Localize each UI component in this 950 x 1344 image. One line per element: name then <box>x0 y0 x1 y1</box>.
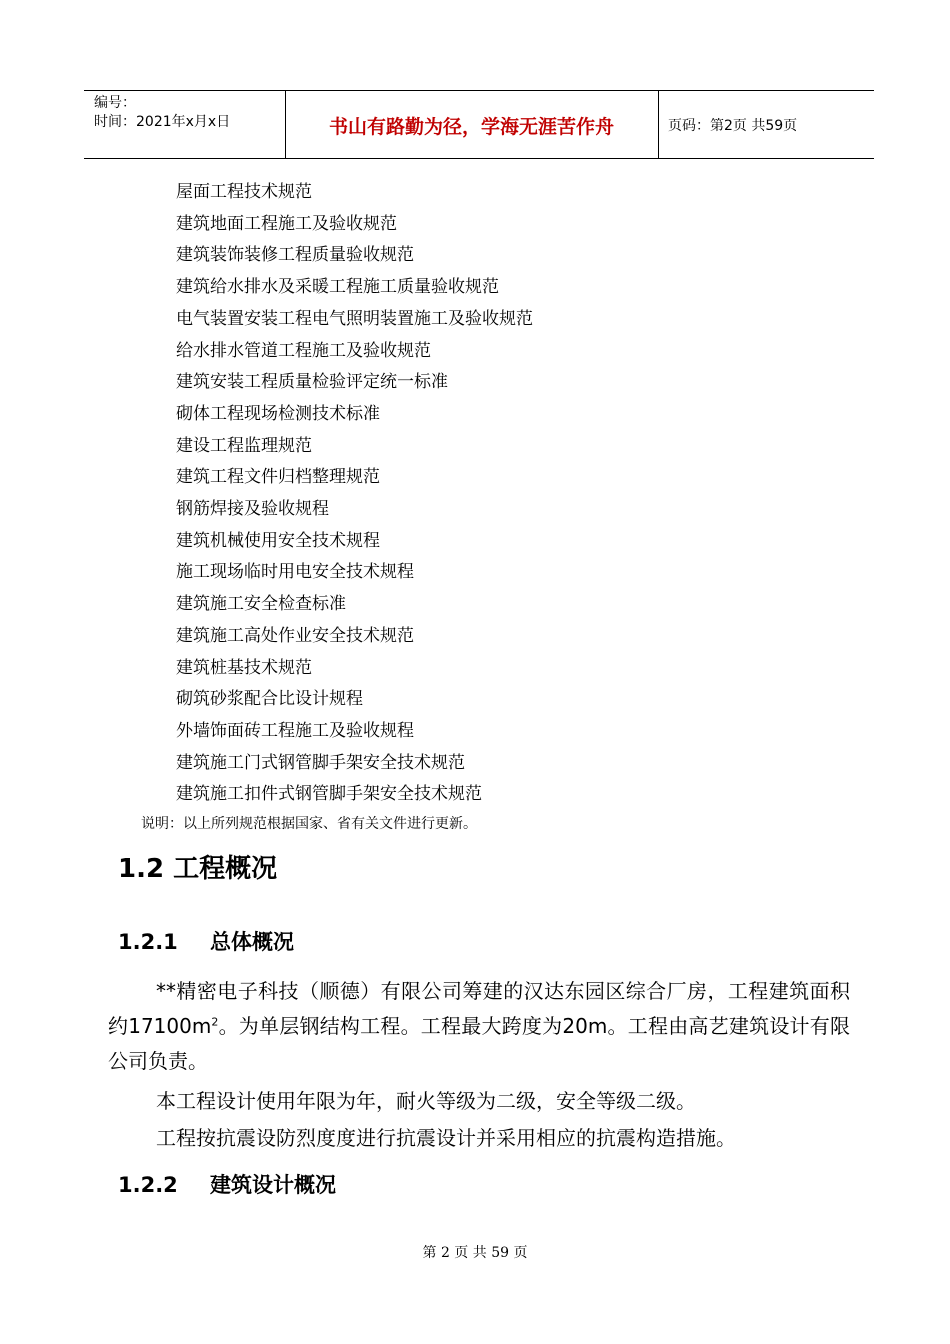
standard-item: 建筑施工高处作业安全技术规范 <box>176 625 414 646</box>
header-page-info: 页码：第2页 共59页 <box>668 118 798 134</box>
standard-item: 电气装置安装工程电气照明装置施工及验收规范 <box>176 308 533 329</box>
standard-item: 建筑工程文件归档整理规范 <box>176 467 380 488</box>
header-right-cell <box>659 91 874 158</box>
standard-item: 钢筋焊接及验收规程 <box>176 499 329 520</box>
design-life-paragraph: 本工程设计使用年限为年，耐火等级为二级，安全等级二级。 <box>156 1089 696 1113</box>
subsection-title: 总体概况 <box>210 930 294 954</box>
standard-item: 建筑施工门式钢管脚手架安全技术规范 <box>176 752 465 773</box>
standards-list <box>176 177 533 811</box>
subsection-number: 1.2.1 <box>118 930 178 954</box>
standard-item: 建筑施工安全检查标准 <box>176 594 346 615</box>
page-footer: 第 2 页 共 59 页 <box>422 1245 528 1261</box>
standard-item: 建筑机械使用安全技术规程 <box>176 530 380 551</box>
standard-item: 建设工程监理规范 <box>176 435 312 456</box>
overview-text-part: 。为单层钢结构工程。工程最大跨度为20m。工程由高艺建筑设计有限公司负责。 <box>108 1014 851 1073</box>
standard-item: 砌体工程现场检测技术标准 <box>176 403 380 424</box>
subsection-heading-architecture <box>118 1170 336 1200</box>
section-heading: 1.2 工程概况 <box>118 854 278 884</box>
standard-item: 外墙饰面砖工程施工及验收规程 <box>176 720 414 741</box>
standards-note: 说明：以上所列规范根据国家、省有关文件进行更新。 <box>141 816 477 832</box>
standard-item: 建筑桩基技术规范 <box>176 657 312 678</box>
standard-item: 砌筑砂浆配合比设计规程 <box>176 689 363 710</box>
header-middle-cell <box>285 91 659 158</box>
standard-item: 建筑地面工程施工及验收规范 <box>176 213 397 234</box>
header-motto: 书山有路勤为径，学海无涯苦作舟 <box>328 116 614 138</box>
seismic-paragraph: 工程按抗震设防烈度度进行抗震设计并采用相应的抗震构造措施。 <box>156 1126 736 1150</box>
subsection-number: 1.2.2 <box>118 1173 178 1197</box>
area-superscript: 2 <box>211 1015 219 1029</box>
standard-item: 给水排水管道工程施工及验收规范 <box>176 340 431 361</box>
subsection-title: 建筑设计概况 <box>210 1173 336 1197</box>
standard-item: 建筑给水排水及采暖工程施工质量验收规范 <box>176 277 499 298</box>
subsection-heading-overview <box>118 927 294 957</box>
overview-paragraph <box>108 974 850 1079</box>
standard-item: 建筑施工扣件式钢管脚手架安全技术规范 <box>176 784 482 805</box>
standard-item: 屋面工程技术规范 <box>176 182 312 202</box>
standard-item: 施工现场临时用电安全技术规程 <box>176 562 414 583</box>
document-time: 时间：2021年x月x日 <box>94 114 231 130</box>
standard-item: 建筑装饰装修工程质量验收规范 <box>176 245 414 266</box>
overview-text-part: **精密电子科技（顺德）有限公司筹建的汉达东园区综合厂房，工程建筑面积约17100m <box>108 979 850 1038</box>
header-left-cell <box>84 91 286 158</box>
page-header <box>84 90 874 159</box>
document-number: 编号： <box>94 95 136 111</box>
standard-item: 建筑安装工程质量检验评定统一标准 <box>176 372 448 393</box>
